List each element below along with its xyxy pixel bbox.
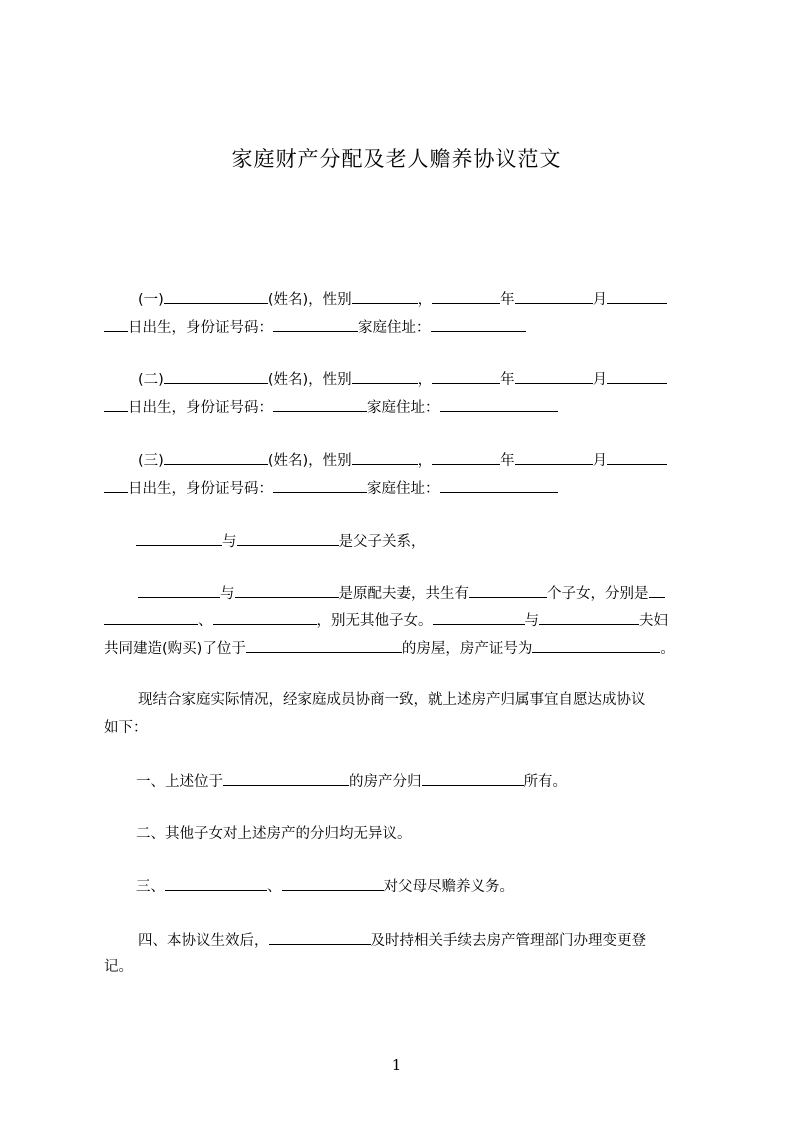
couple-line-2: 、 ，别无其他子女。 与 夫妇 xyxy=(104,611,700,630)
clause-4-line-1: 四、本协议生效后， 及时持相关手续去房产管理部门办理变更登 xyxy=(138,933,646,949)
couple-line-1: 与 是原配夫妻，共生有 个子女，分别是 xyxy=(138,584,700,603)
clause-3: 三、 、 对父母尽赡养义务。 xyxy=(136,879,514,895)
person-2-line-2: 日出生，身份证号码： 家庭住址： xyxy=(104,398,700,417)
person-2-line-1: (二) (姓名)，性别 ， 年 月 xyxy=(138,370,734,389)
relation-father-son: 与 是父子关系， xyxy=(136,532,732,551)
page-number: 1 xyxy=(391,1056,402,1074)
person-1-line-1: (一) (姓名)，性别 ， 年 月 xyxy=(138,290,734,309)
clause-2: 二、其他子女对上述房产的分归均无异议。 xyxy=(136,826,412,842)
person-1-line-2: 日出生，身份证号码： 家庭住址： xyxy=(104,318,700,337)
person-3-line-2: 日出生，身份证号码： 家庭住址： xyxy=(104,479,700,498)
intro-line-2: 如下： xyxy=(104,720,148,736)
intro-line-1: 现结合家庭实际情况，经家庭成员协商一致，就上述房产归属事宜自愿达成协议 xyxy=(138,692,646,708)
document-title: 家庭财产分配及老人赡养协议范文 xyxy=(231,147,562,171)
clause-1: 一、上述位于 的房产分归 所有。 xyxy=(136,774,567,790)
clause-4-line-2: 记。 xyxy=(104,959,133,975)
person-3-line-1: (三) (姓名)，性别 ， 年 月 xyxy=(138,451,734,470)
couple-line-3: 共同建造(购买)了位于 的房屋，房产证号为 。 xyxy=(104,641,675,657)
